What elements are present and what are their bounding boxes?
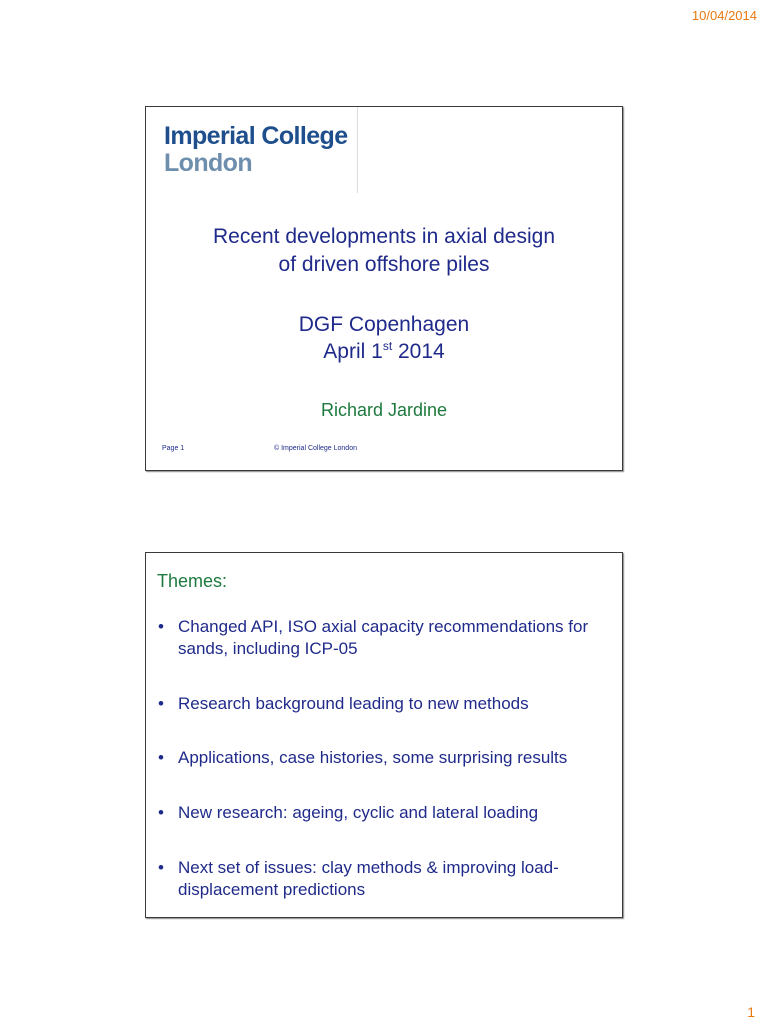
logo-line-2: London (164, 149, 253, 177)
slide-title-line-2: of driven offshore piles (278, 253, 490, 276)
print-date: 10/04/2014 (691, 8, 757, 23)
themes-slide (145, 552, 623, 918)
title-slide (145, 106, 623, 471)
list-item (158, 857, 613, 901)
list-item (158, 693, 613, 715)
bullet-icon: • (158, 694, 164, 713)
slide-copyright: © Imperial College London (274, 445, 357, 452)
event-info (146, 311, 622, 365)
bullet-icon: • (158, 803, 164, 822)
list-item (158, 747, 613, 769)
slide-title-line-1: Recent developments in axial design (212, 225, 556, 248)
logo-divider (357, 107, 358, 193)
list-item (158, 616, 613, 660)
bullet-icon: • (158, 858, 164, 877)
event-name: DGF Copenhagen (298, 313, 470, 336)
list-item-text: Research background leading to new methods (178, 694, 529, 713)
slide-title (146, 223, 622, 279)
event-date (146, 338, 622, 365)
slide-page-label: Page 1 (162, 445, 185, 452)
list-item-text: Changed API, ISO axial capacity recommendations for sands, including ICP-05 (178, 617, 589, 658)
bullet-icon: • (158, 617, 164, 636)
list-item-text: Next set of issues: clay methods & improving load-displacement predictions (178, 858, 559, 899)
author-name: Richard Jardine (320, 400, 448, 420)
event-date-prefix: April 1 (323, 340, 383, 363)
list-item-text: New research: ageing, cyclic and lateral loading (178, 803, 539, 822)
bullet-icon: • (158, 748, 164, 767)
list-item-text: Applications, case histories, some surprising results (178, 748, 568, 767)
logo-line-1: Imperial College (164, 122, 348, 150)
list-item (158, 802, 613, 824)
event-date-suffix-sup: st (382, 339, 393, 353)
themes-heading: Themes: (157, 571, 228, 591)
event-date-year: 2014 (392, 340, 445, 363)
imperial-college-logo (164, 123, 348, 177)
page-number: 1 (747, 1004, 755, 1020)
